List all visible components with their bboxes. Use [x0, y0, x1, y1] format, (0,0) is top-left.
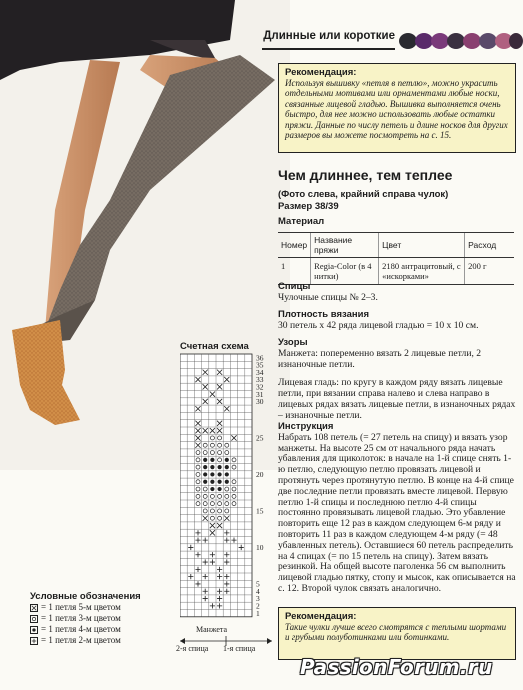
cell-yarn: Regia-Color (в 4 нитки) — [311, 258, 379, 285]
material-section — [278, 217, 518, 228]
legend-text: = 1 петля 2-м цветом — [41, 635, 121, 645]
size-note: Размер 38/39 — [278, 201, 339, 212]
patterns-cuff-text: Манжета: попеременно вязать 2 лицевые петли, 2 изнаночные петли. — [278, 347, 482, 370]
yarn-balls-image — [398, 26, 523, 50]
svg-text:30: 30 — [256, 397, 264, 407]
material-title: Материал — [278, 216, 325, 227]
legend-title: Условные обозначения — [30, 591, 141, 602]
cell-number: 1 — [278, 258, 311, 285]
recommendation-box-bottom — [278, 607, 516, 660]
legend-item — [30, 624, 141, 635]
article-title: Чем длиннее, тем теплее — [278, 167, 453, 183]
needles-title: Спицы — [278, 281, 311, 292]
svg-text:32: 32 — [256, 382, 264, 392]
dot-icon — [30, 626, 38, 634]
recommendation-title: Рекомендация: — [285, 611, 357, 622]
svg-text:25: 25 — [256, 433, 264, 443]
legend-text: = 1 петля 4-м цветом — [41, 624, 121, 634]
header-rule — [262, 48, 395, 50]
cross-icon — [30, 604, 38, 612]
needle-2-label: 2-я спица — [176, 644, 209, 653]
density-text: 30 петель х 42 ряда лицевой гладью = 10 х 10 см. — [278, 319, 479, 331]
circle-icon — [30, 615, 38, 623]
cell-amount: 200 г — [465, 258, 514, 285]
plus-icon — [30, 637, 38, 645]
patterns-stockinette-text: Лицевая гладь: по кругу в каждом ряду вязать лицевые петли, при вязании справа налево и слева направо в лицевых рядах вязать лицевые петли, в изнаночных рядах – изнаночные петли. — [278, 377, 516, 421]
article-subtitle — [278, 189, 448, 213]
svg-text:33: 33 — [256, 375, 264, 385]
instructions-text: Набрать 108 петель (= 27 петель на спицу) и вязать узор манжеты. На высоте 25 см от начального ряда начать убавления для щиколоток: в начале на 1-й спице снять 1-ю петлю, следующую петлю провязать лицевой и протянуть через протянутую петлю. В конце на 4-й спице две последние петли провязать вместе лицевой. Первую петлю 1-й спицы и последнюю петлю 4-й спицы постоянно провязывать лицевой гладью. Это убавление повторить еще 12 раз в каждом следующем 6-м ряду и повторить 11 раз в каждом следующем 4-м ряду (= 48 убавленных петель). Оставшиеся 60 петель распределить на 4 спицах (= по 15 петель на спицу). Затем вязать резинкой. На общей высоте паголенка 56 см выполнить лицевой гладью пятку, стопу и мысок, как описывается на с. 12. Второй чулок связать аналогично. — [278, 431, 516, 594]
svg-text:15: 15 — [256, 506, 264, 516]
legend-text: = 1 петля 3-м цветом — [41, 613, 121, 623]
instructions-section — [278, 422, 518, 595]
recommendation-text: Такие чулки лучше всего смотрятся с теплыми шортами и грубыми полуботинками или ботинками. — [285, 622, 507, 643]
legend-item — [30, 602, 141, 613]
density-section — [278, 310, 518, 332]
svg-text:1: 1 — [256, 608, 260, 618]
legend-item — [30, 613, 141, 624]
header — [262, 22, 523, 52]
svg-text:2: 2 — [256, 601, 260, 611]
cuff-label: Манжета — [196, 625, 228, 634]
svg-text:5: 5 — [256, 579, 260, 589]
instructions-title: Инструкция — [278, 421, 334, 432]
legend-text: = 1 петля 5-м цветом — [41, 602, 121, 612]
svg-text:34: 34 — [256, 367, 264, 377]
svg-text:31: 31 — [256, 389, 264, 399]
header-title: Длинные или короткие — [263, 30, 395, 42]
watermark: PassionForum.ru — [300, 655, 493, 679]
needles-text: Чулочные спицы № 2–3. — [278, 291, 378, 303]
svg-text:10: 10 — [256, 543, 264, 553]
needles-section — [278, 282, 518, 304]
patterns-title: Узоры — [278, 337, 308, 348]
photo-note: (Фото слева, крайний справа чулок) — [278, 189, 449, 200]
col-yarn: Название пряжи — [311, 233, 379, 258]
legend-item — [30, 635, 141, 646]
cell-color: 2180 антрацитовый, с «искорками» — [379, 258, 465, 285]
col-number: Номер — [278, 233, 311, 258]
stitch-chart-grid — [180, 352, 276, 624]
chart-legend — [30, 592, 141, 646]
svg-text:4: 4 — [256, 586, 260, 596]
density-title: Плотность вязания — [278, 309, 370, 320]
svg-text:35: 35 — [256, 360, 264, 370]
svg-text:20: 20 — [256, 470, 264, 480]
material-table — [278, 232, 514, 285]
patterns-section — [278, 338, 518, 422]
recommendation-box-top — [278, 63, 516, 153]
recommendation-title: Рекомендация: — [285, 67, 357, 78]
col-amount: Расход — [465, 233, 514, 258]
svg-text:3: 3 — [256, 594, 260, 604]
svg-text:36: 36 — [256, 353, 264, 363]
chart-title: Счетная схема — [180, 341, 249, 352]
table-row — [278, 258, 514, 285]
col-color: Цвет — [379, 233, 465, 258]
needle-1-label: 1-я спица — [223, 644, 256, 653]
stitch-chart — [180, 352, 276, 624]
recommendation-text: Используя вышивку «петля в петлю», можно украсить отдельными мотивами или орнаментами любые носки, связанные лицевой гладью. Вышивка выполняется очень быстро, для нее можно использовать любые остатки пряжи. Данные по числу петель и длине носков для других размеров вы можете посмотреть на с. 15. — [285, 78, 508, 141]
